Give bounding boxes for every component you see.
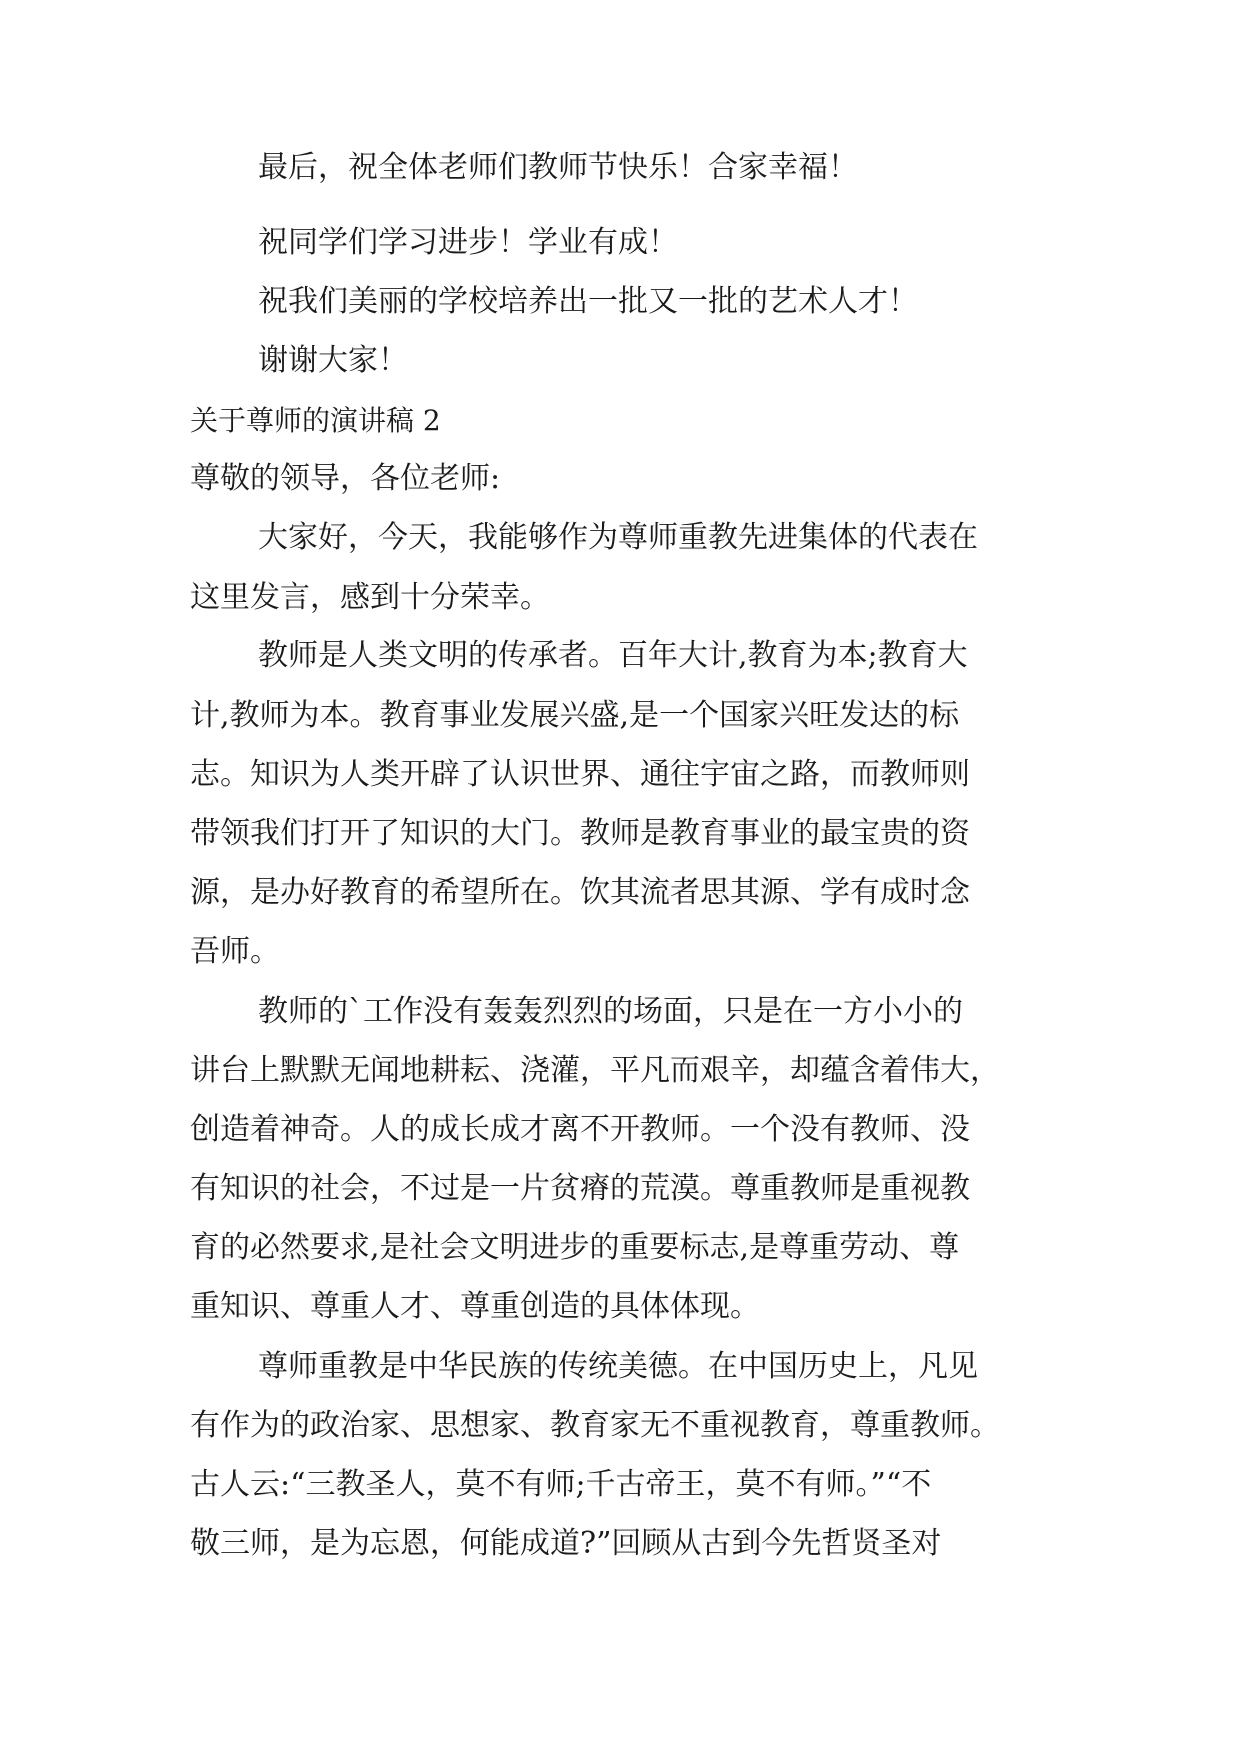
paragraph-2-line-2: 计,教师为本。教育事业发展兴盛,是一个国家兴旺发达的标 xyxy=(190,698,960,733)
paragraph-1-line-2: 这里发言，感到十分荣幸。 xyxy=(190,580,550,615)
salutation: 尊敬的领导，各位老师: xyxy=(190,461,501,496)
closing-line-4: 谢谢大家！ xyxy=(258,343,408,378)
closing-line-3: 祝我们美丽的学校培养出一批又一批的艺术人才！ xyxy=(258,284,918,319)
paragraph-1-line-1: 大家好，今天，我能够作为尊师重教先进集体的代表在 xyxy=(258,520,978,555)
paragraph-3-line-1: 教师的`工作没有轰轰烈烈的场面，只是在一方小小的 xyxy=(258,994,963,1029)
paragraph-2-line-5: 源，是办好教育的希望所在。饮其流者思其源、学有成时念 xyxy=(190,875,970,910)
paragraph-3-line-3: 创造着神奇。人的成长成才离不开教师。一个没有教师、没 xyxy=(190,1112,970,1147)
paragraph-3-line-6: 重知识、尊重人才、尊重创造的具体体现。 xyxy=(190,1289,760,1324)
paragraph-2-line-1: 教师是人类文明的传承者。百年大计,教育为本;教育大 xyxy=(258,638,968,673)
paragraph-3-line-5: 育的必然要求,是社会文明进步的重要标志,是尊重劳动、尊 xyxy=(190,1230,960,1265)
closing-line-2: 祝同学们学习进步！学业有成！ xyxy=(258,225,678,260)
paragraph-2-line-4: 带领我们打开了知识的大门。教师是教育事业的最宝贵的资 xyxy=(190,816,970,851)
paragraph-2-line-3: 志。知识为人类开辟了认识世界、通往宇宙之路，而教师则 xyxy=(190,757,970,792)
paragraph-2-line-6: 吾师。 xyxy=(190,934,280,969)
paragraph-3-line-2: 讲台上默默无闻地耕耘、浇灌，平凡而艰辛，却蕴含着伟大， xyxy=(190,1053,1000,1088)
paragraph-4-line-1: 尊师重教是中华民族的传统美德。在中国历史上，凡见 xyxy=(258,1349,978,1384)
paragraph-4-line-2: 有作为的政治家、思想家、教育家无不重视教育，尊重教师。 xyxy=(190,1408,1000,1443)
speech-title: 关于尊师的演讲稿 2 xyxy=(190,404,441,437)
paragraph-3-line-4: 有知识的社会，不过是一片贫瘠的荒漠。尊重教师是重视教 xyxy=(190,1171,970,1206)
paragraph-4-line-3: 古人云:“三教圣人，莫不有师;千古帝王，莫不有师。”“不 xyxy=(190,1467,932,1502)
closing-line-1: 最后，祝全体老师们教师节快乐！合家幸福！ xyxy=(258,150,858,185)
paragraph-4-line-4: 敬三师，是为忘恩，何能成道?”回顾从古到今先哲贤圣对 xyxy=(190,1526,942,1561)
